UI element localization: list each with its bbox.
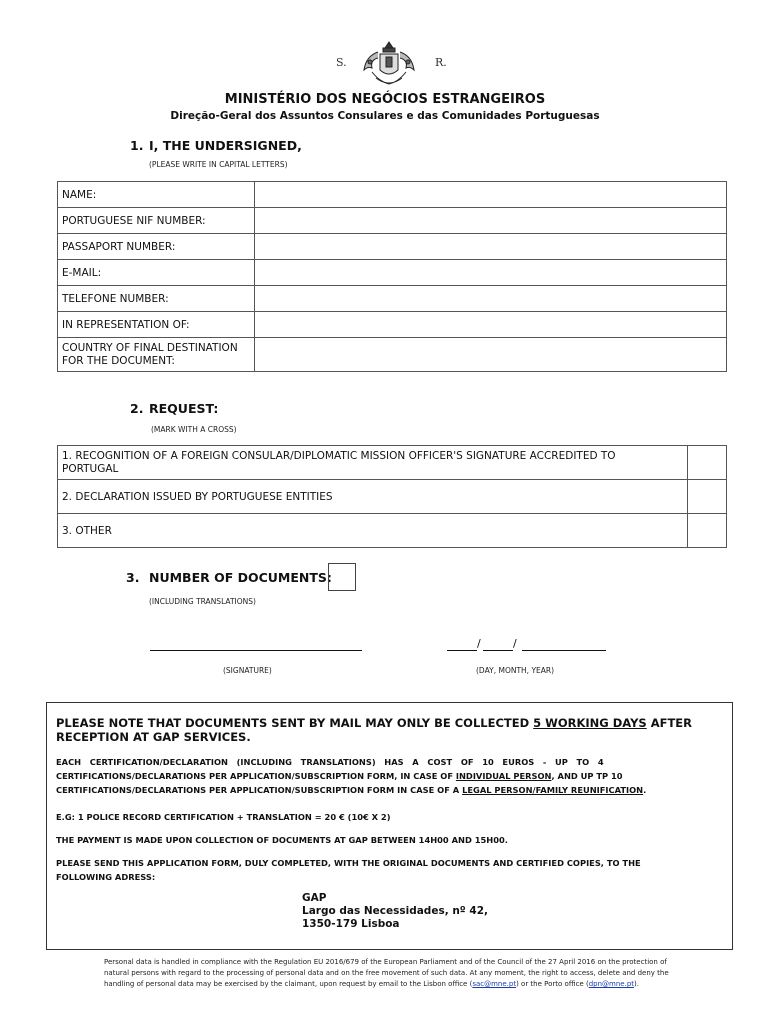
porto-email-link[interactable]: dpn@mne.pt xyxy=(588,980,635,988)
notice-headline-underline: 5 WORKING DAYS xyxy=(533,716,647,730)
footer-line1: Personal data is handled in compliance with the Regulation EU 2016/679 of the European Parliament and of the Council of the 27 April 2016 on the protection of xyxy=(104,958,667,966)
applicant-table xyxy=(57,181,727,372)
email-label: E-MAIL: xyxy=(58,260,255,286)
request-checkbox-1[interactable] xyxy=(688,446,727,480)
notice-cost-line3-underline: LEGAL PERSON/FAMILY REUNIFICATION xyxy=(462,785,644,795)
table-row xyxy=(58,312,727,338)
nif-label: PORTUGUESE NIF NUMBER: xyxy=(58,208,255,234)
section1-title: I, THE UNDERSIGNED, xyxy=(149,138,302,153)
section2-number: 2. xyxy=(130,401,144,416)
table-row xyxy=(58,338,727,372)
request-option-2: 2. DECLARATION ISSUED BY PORTUGUESE ENTITIES xyxy=(58,480,688,514)
notice-cost-line2-post: , AND UP TP 10 xyxy=(551,771,623,781)
ministry-title: MINISTÉRIO DOS NEGÓCIOS ESTRANGEIROS xyxy=(224,92,546,107)
seal-letter-s: S. xyxy=(336,56,347,69)
date-day-line[interactable] xyxy=(447,650,477,651)
signature-line[interactable] xyxy=(150,650,362,651)
section1-number: 1. xyxy=(130,138,144,153)
notice-headline xyxy=(56,716,692,730)
passport-field[interactable] xyxy=(255,234,727,260)
passport-label: PASSAPORT NUMBER: xyxy=(58,234,255,260)
footer-line3-text: handling of personal data may be exercised by the claimant, upon request by email to the Lisbon office ( xyxy=(104,980,473,988)
notice-cost-line2 xyxy=(56,771,623,781)
footer-line3-mid: ) or the Porto office ( xyxy=(516,980,589,988)
date-separator: / xyxy=(513,637,517,650)
request-table xyxy=(57,445,727,548)
date-month-line[interactable] xyxy=(483,650,513,651)
notice-send-line2: FOLLOWING ADRESS: xyxy=(56,872,156,882)
table-row xyxy=(58,234,727,260)
request-option-3: 3. OTHER xyxy=(58,514,688,548)
address-line3: 1350-179 Lisboa xyxy=(302,918,400,930)
request-checkbox-3[interactable] xyxy=(688,514,727,548)
notice-headline-post: AFTER xyxy=(646,716,693,730)
section2-title: REQUEST: xyxy=(149,401,219,416)
table-row xyxy=(58,514,727,548)
request-option-1 xyxy=(58,446,688,480)
representation-label: IN REPRESENTATION OF: xyxy=(58,312,255,338)
coat-of-arms-icon xyxy=(358,38,420,90)
document-count-box[interactable] xyxy=(328,563,356,591)
destination-label-line2: FOR THE DOCUMENT: xyxy=(62,354,175,367)
table-row xyxy=(58,446,727,480)
section3-number: 3. xyxy=(126,570,140,585)
footer-line3-post: ). xyxy=(634,980,639,988)
email-field[interactable] xyxy=(255,260,727,286)
notice-cost-line3-text: CERTIFICATIONS/DECLARATIONS PER APPLICATION/SUBSCRIPTION FORM IN CASE OF A xyxy=(56,785,463,795)
table-row xyxy=(58,286,727,312)
footer-line2: natural persons with regard to the processing of personal data and on the free movement of such data. At any moment, the right to access, delete and deny the xyxy=(104,969,669,977)
lisbon-email-link[interactable]: sac@mne.pt xyxy=(472,980,517,988)
name-field[interactable] xyxy=(255,182,727,208)
table-row xyxy=(58,182,727,208)
phone-label: TELEFONE NUMBER: xyxy=(58,286,255,312)
gap-address xyxy=(302,892,488,931)
name-label: NAME: xyxy=(58,182,255,208)
table-row xyxy=(58,208,727,234)
table-row xyxy=(58,480,727,514)
representation-field[interactable] xyxy=(255,312,727,338)
section3-title: NUMBER OF DOCUMENTS: xyxy=(149,570,332,585)
notice-send-line1: PLEASE SEND THIS APPLICATION FORM, DULY COMPLETED, WITH THE ORIGINAL DOCUMENTS AND CERTIFIED COPIES, TO THE xyxy=(56,858,641,868)
date-separator: / xyxy=(477,637,481,650)
notice-cost-line3-post: . xyxy=(643,785,647,795)
notice-headline-text: PLEASE NOTE THAT DOCUMENTS SENT BY MAIL MAY ONLY BE COLLECTED xyxy=(56,716,534,730)
address-line1: GAP xyxy=(302,892,327,904)
notice-headline-line2: RECEPTION AT GAP SERVICES. xyxy=(56,730,251,744)
footer-line3 xyxy=(104,979,704,990)
destination-label xyxy=(58,338,255,372)
notice-cost-line3 xyxy=(56,785,646,795)
date-year-line[interactable] xyxy=(522,650,606,651)
request-checkbox-2[interactable] xyxy=(688,480,727,514)
section1-note: (PLEASE WRITE IN CAPITAL LETTERS) xyxy=(149,160,288,169)
date-label: (DAY, MONTH, YEAR) xyxy=(476,666,555,675)
address-line2: Largo das Necessidades, nº 42, xyxy=(302,905,488,917)
notice-payment: THE PAYMENT IS MADE UPON COLLECTION OF DOCUMENTS AT GAP BETWEEN 14H00 AND 15H00. xyxy=(56,835,508,845)
section3-note: (INCLUDING TRANSLATIONS) xyxy=(149,597,256,606)
seal-letter-r: R. xyxy=(435,56,447,69)
destination-field[interactable] xyxy=(255,338,727,372)
nif-field[interactable] xyxy=(255,208,727,234)
privacy-footer xyxy=(104,957,704,990)
table-row xyxy=(58,260,727,286)
phone-field[interactable] xyxy=(255,286,727,312)
notice-example: E.G: 1 POLICE RECORD CERTIFICATION + TRANSLATION = 20 € (10€ X 2) xyxy=(56,812,391,822)
section2-note: (MARK WITH A CROSS) xyxy=(151,425,237,434)
destination-label-line1: COUNTRY OF FINAL DESTINATION xyxy=(62,341,238,354)
request-option-1-line2: PORTUGAL xyxy=(62,462,119,475)
signature-label: (SIGNATURE) xyxy=(223,666,272,675)
direction-subtitle: Direção-Geral dos Assuntos Consulares e das Comunidades Portuguesas xyxy=(170,110,600,122)
notice-cost-line2-text: CERTIFICATIONS/DECLARATIONS PER APPLICATION/SUBSCRIPTION FORM, IN CASE OF xyxy=(56,771,456,781)
request-option-1-line1: 1. RECOGNITION OF A FOREIGN CONSULAR/DIPLOMATIC MISSION OFFICER'S SIGNATURE ACCREDITED TO xyxy=(62,449,616,462)
notice-cost-line1: EACH CERTIFICATION/DECLARATION (INCLUDING TRANSLATIONS) HAS A COST OF 10 EUROS - UP TO 4 xyxy=(56,757,604,767)
notice-cost-line2-underline: INDIVIDUAL PERSON xyxy=(455,771,552,781)
